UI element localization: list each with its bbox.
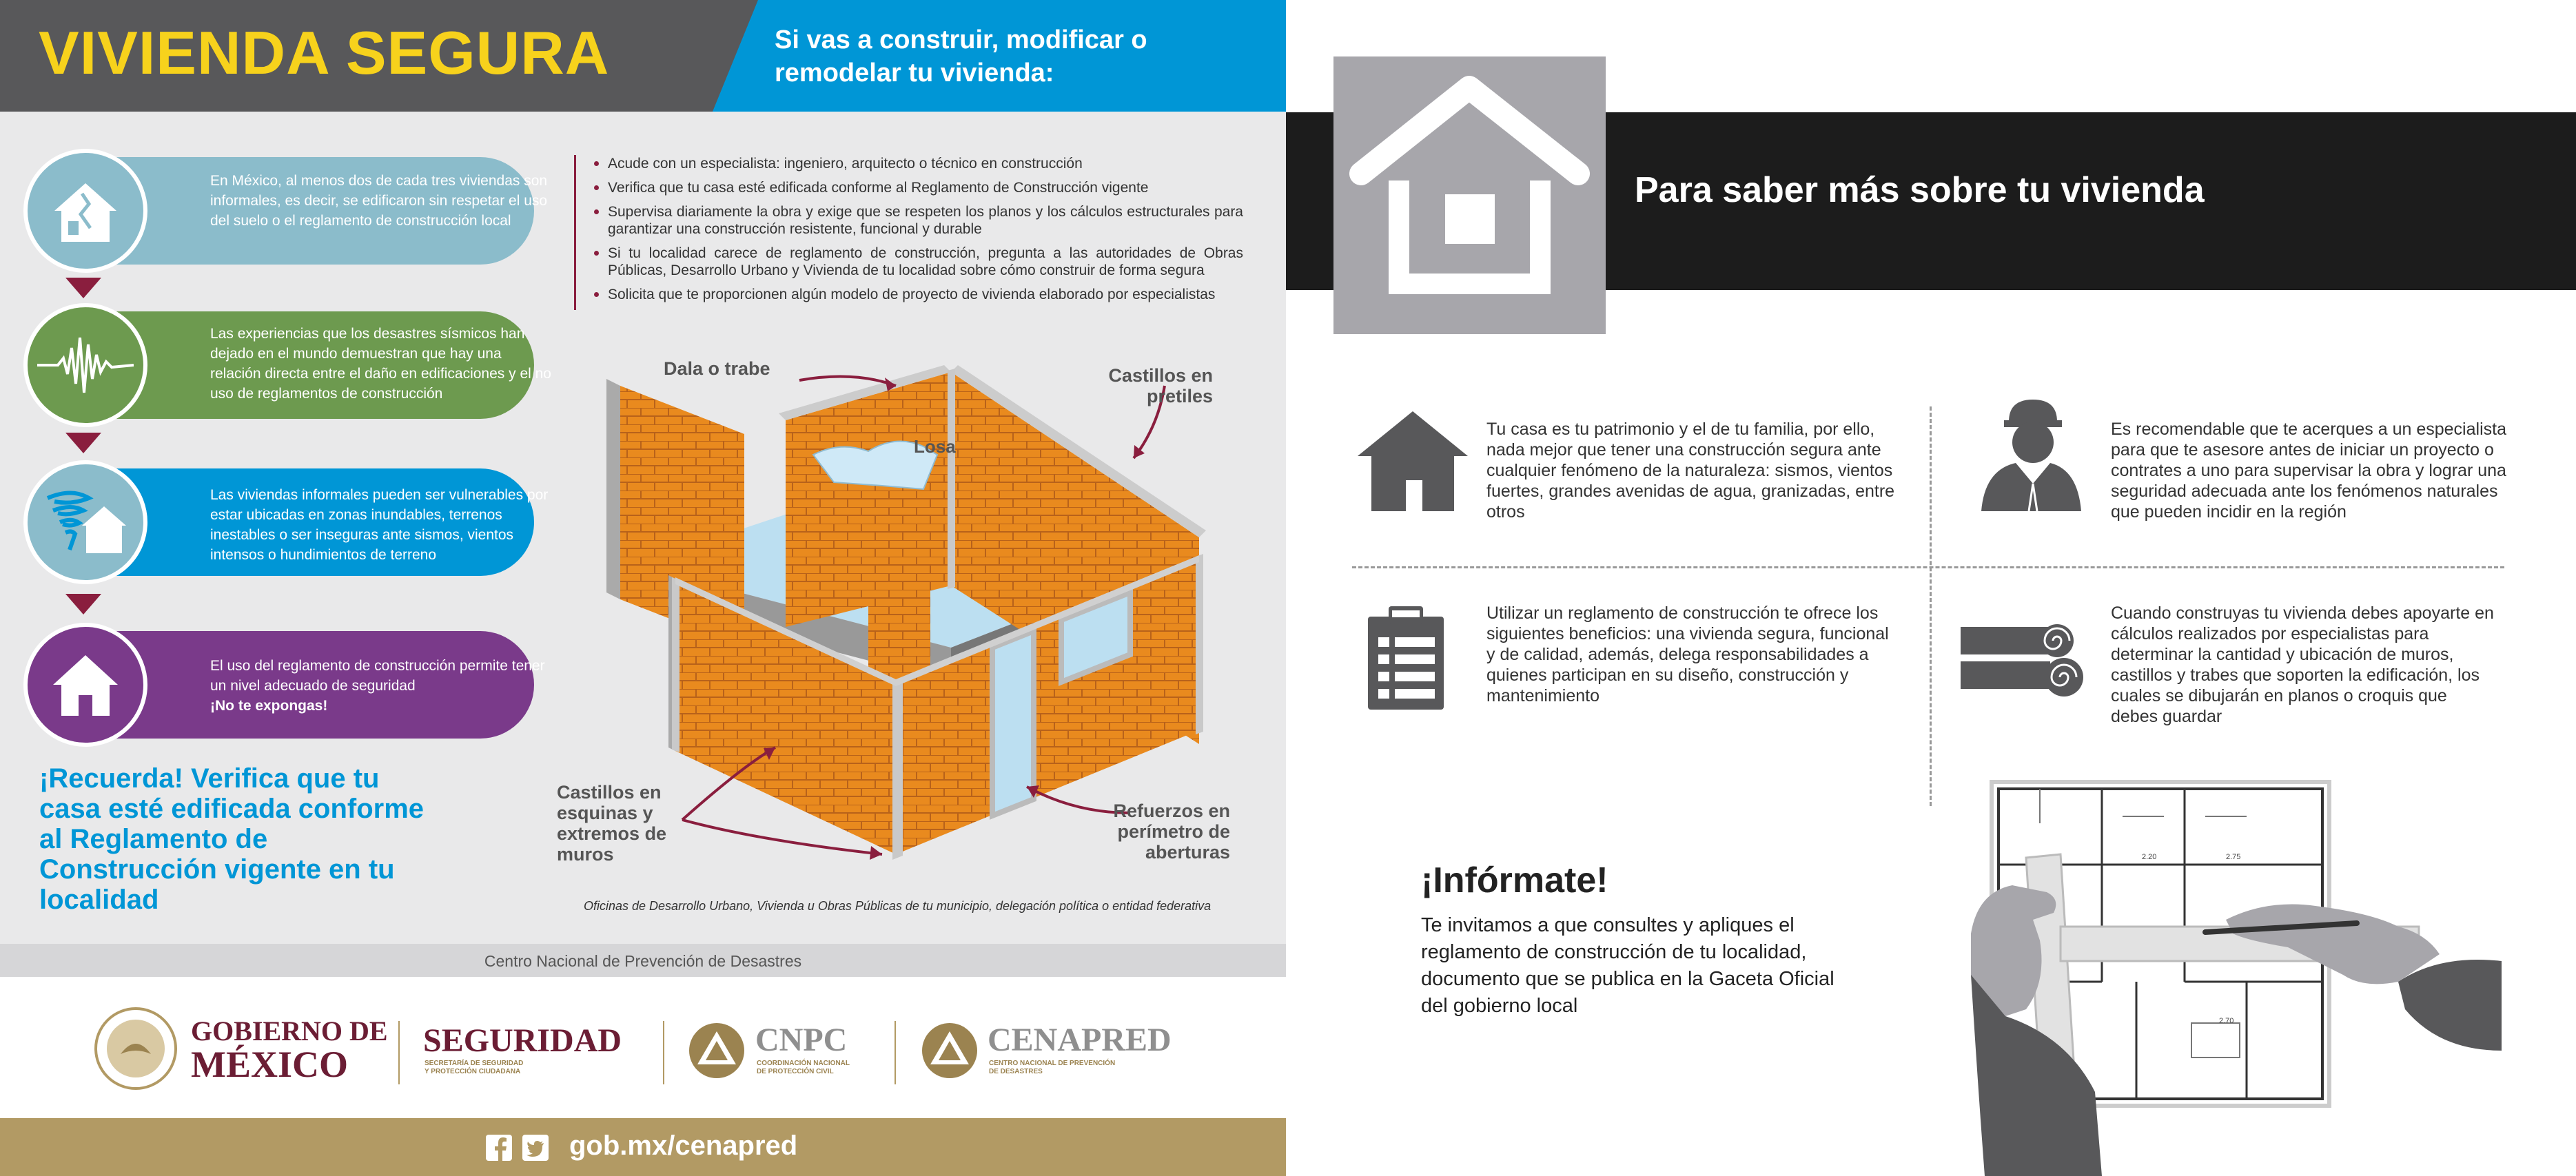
label-losa: Losa [914,436,956,457]
damaged-house-icon [23,149,147,273]
facebook-icon[interactable] [486,1135,512,1161]
footer-url[interactable]: gob.mx/cenapred [569,1131,798,1161]
house-icon [1358,408,1468,511]
footer [0,1118,1286,1176]
inform-title: ¡Infórmate! [1421,860,1608,900]
info-text-2: Es recomendable que te acerques a un especialista para que te asesore antes de iniciar un proyecto o contrates a uno para supervisar la obra y lograr una seguridad adecuada ante los fenómenos naturales que pueden incidir en la región [2111,420,2506,522]
grid-divider-horizontal [1352,566,2504,568]
recommendation-item: Supervisa diariamente la obra y exige que se respeten los planos y los cálculos estructurales para garantizar una construcción resistente, funcional y durable [608,204,1243,237]
label-refuerzos: Refuerzos en perímetro de aberturas [1113,801,1230,863]
logo-cnpc-sub1: COORDINACIÓN NACIONAL [757,1060,850,1067]
cenapred-icon [921,1022,979,1080]
step-4-bold: ¡No te expongas! [210,698,328,714]
step-4-text: El uso del reglamento de construcción permite tener un nivel adecuado de seguridad [210,658,545,694]
step-2-text: Las experiencias que los desastres sísmicos han dejado en el mundo demuestran que hay una relación directa entre el daño en edificaciones y el no uso de reglamentos de construcción [210,326,551,402]
plan-label: 2.70 [2219,1017,2234,1025]
label-castillos-pretiles: Castillos en pretiles [1108,365,1213,406]
coat-of-arms-seal [93,1006,179,1092]
step-arrow-1 [65,278,101,298]
home-icon [1333,56,1606,334]
step-3-text: Las viviendas informales pueden ser vulnerables por estar ubicadas en zonas inundables, terrenos inestables o ser inseguras ante sismos, vientos intensos o hundimientos de terreno [210,487,549,563]
info-text-1: Tu casa es tu patrimonio y el de tu familia, por ello, nada mejor que tener una construcción segura ante cualquier fenómeno de la naturaleza: sismos, vientos fuertes, grandes avenidas de agua, granizadas, entre otros [1486,420,1895,522]
logo-cenapred: CENAPRED [988,1022,1172,1058]
plan-label: 2.75 [2226,853,2241,861]
recommendation-item: Solicita que te proporcionen algún modelo de proyecto de vivienda elaborado por especialistas [608,286,1243,303]
logo-divider [895,1021,896,1084]
logo-row [0,977,1286,1118]
step-4-text-wrap [210,656,555,716]
logo-divider [398,1021,400,1084]
civil-protection-icon [688,1022,746,1080]
logo-cenapred-sub2: DE DESASTRES [989,1068,1043,1075]
plan-label: 2.20 [2142,853,2157,861]
tornado-house-icon [23,460,147,584]
cenapred-strip [0,944,1286,977]
logo-cenapred-sub1: CENTRO NACIONAL DE PREVENCIÓN [989,1060,1116,1067]
step-1-text: En México, al menos dos de cada tres viviendas son informales, es decir, se edificaron sin respetar el uso del suelo o el reglamento de construcción local [210,173,548,229]
logo-seguridad-sub1: SECRETARÍA DE SEGURIDAD [425,1060,524,1067]
grid-divider-vertical [1930,406,1932,806]
logo-gobierno-line1: GOBIERNO DE [191,1015,388,1046]
header-house-box [1333,56,1606,334]
blueprints-icon [1961,623,2085,699]
label-dala: Dala o trabe [664,358,770,379]
cenapred-strip-text: Centro Nacional de Prevención de Desastres [484,952,802,970]
logo-cnpc: CNPC [755,1022,848,1058]
seismograph-icon [23,303,147,427]
offices-note: Oficinas de Desarrollo Urbano, Vivienda u Obras Públicas de tu municipio, delegación política o entidad federativa [584,899,1212,913]
logo-gobierno-line2: MÉXICO [191,1044,348,1085]
twitter-icon[interactable] [522,1135,549,1161]
house-icon [23,623,147,747]
clipboard-icon [1364,606,1447,710]
reminder-text: ¡Recuerda! Verifica que tu casa esté edificada conforme al Reglamento de Construcción vigente en tu localidad [39,763,425,915]
inform-text: Te invitamos a que consultes y apliques el reglamento de construcción de tu localidad, documento que se publica en la Gaceta Oficial del gobierno local [1421,914,1834,1017]
step-arrow-3 [65,594,101,615]
left-panel [0,0,1286,1176]
logo-seguridad-sub2: Y PROTECCIÓN CIUDADANA [425,1068,521,1075]
info-text-3: Utilizar un reglamento de construcción te ofrece los siguientes beneficios: una vivienda segura, funcional y de calidad, además, delega responsabilidades a quienes participan en su diseño, construcción y mantenimiento [1486,604,1889,705]
logo-divider [663,1021,664,1084]
recommendation-item: Si tu localidad carece de reglamento de construcción, pregunta a las autoridades de Obras Públicas, Desarrollo Urbano y Vivienda de tu localidad sobre cómo construir de forma segura [608,245,1243,278]
recommendations-list [574,155,1243,310]
engineer-icon [1978,394,2081,511]
logo-seguridad: SEGURIDAD [423,1022,622,1059]
info-text-4: Cuando construyas tu vivienda debes apoyarte en cálculos realizados por especialistas para determinar la cantidad y ubicación de muros, castillos y trabes que soporten la edificación, los cuales se dibujarán en planos o croquis que debes guardar [2111,604,2494,726]
floor-plan-illustration [1957,775,2502,1176]
recommendation-item: Verifica que tu casa esté edificada conforme al Reglamento de Construcción vigente [608,179,1243,196]
label-castillos-esquinas: Castillos en esquinas y extremos de muros [557,782,667,865]
recommendation-item: Acude con un especialista: ingeniero, arquitecto o técnico en construcción [608,155,1243,172]
logo-cnpc-sub2: DE PROTECCIÓN CIVIL [757,1068,834,1075]
right-header-title: Para saber más sobre tu vivienda [1635,170,2205,210]
step-arrow-2 [65,433,101,453]
subtitle: Si vas a construir, modificar o remodelar tu vivienda: [775,25,1147,87]
main-title: VIVIENDA SEGURA [39,19,610,87]
